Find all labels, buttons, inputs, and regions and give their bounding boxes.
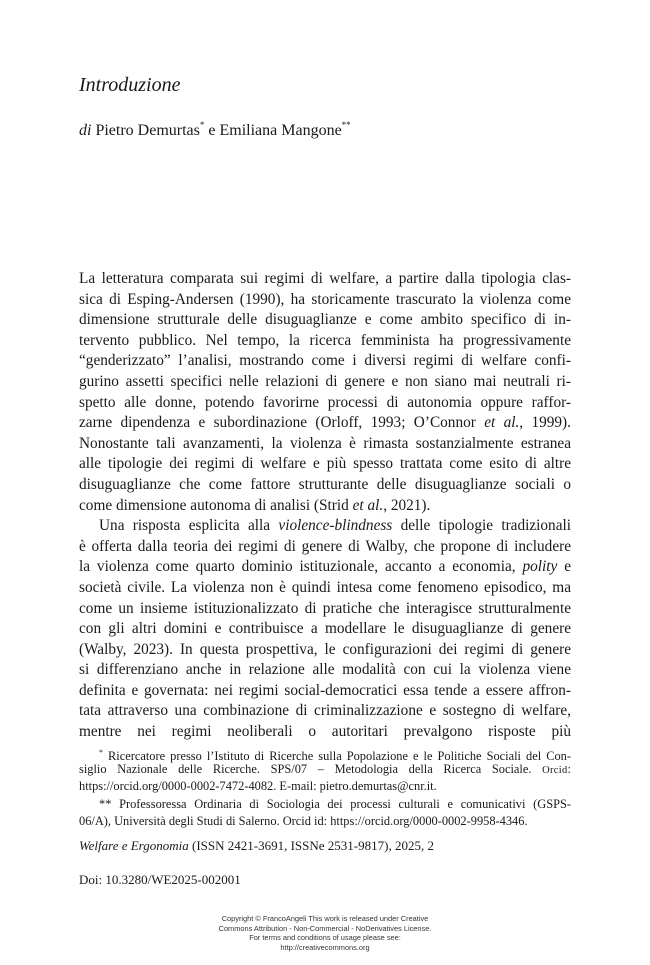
author-prefix: di (79, 122, 92, 139)
body-line: tata attraverso una combinazione di criminalizzazione e sostegno di welfare, (79, 702, 571, 720)
body-line: disuguaglianze che come fattore strutturante delle disuguaglianze sociali o (79, 475, 571, 493)
term-violence-blindness: violence-blindness (278, 517, 393, 535)
author-2: Emiliana Mangone (219, 122, 342, 139)
footnote-line (79, 761, 571, 778)
body-line: come un insieme istituzionalizzato di pratiche che interagisce strutturalmente (79, 599, 571, 617)
body-line: dimensione strutturale delle disuguaglianze e come ambito specifico di in- (79, 311, 571, 329)
citation-tail: , 2021). (383, 496, 431, 514)
orcid-label: Orcid (542, 765, 568, 777)
author-line (79, 120, 351, 140)
body-line: con gli altri domini e contribuisce a modellare le disuguaglianze di genere (79, 620, 571, 638)
doi: Doi: 10.3280/WE2025-002001 (79, 872, 241, 887)
journal-name: Welfare e Ergonomia (79, 838, 189, 853)
footnote-text: : (567, 762, 571, 777)
body-line (79, 516, 571, 537)
footnote-line: ** Professoressa Ordinaria di Sociologia dei processi culturali e comunicativi (GSPS- (99, 796, 571, 811)
copyright-line: Commons Attribution - Non-Commercial - NoDerivatives License. (218, 923, 432, 933)
body-line: “genderizzato” l’analisi, mostrando come i diversi regimi di welfare confi- (79, 352, 571, 370)
body-line (79, 413, 571, 434)
body-line-text: zarne dipendenza e subordinazione (Orloff, 1993; O’Connor (79, 414, 485, 432)
body-line: tervento pubblico. Nel tempo, la ricerca femminista ha progressivamente (79, 331, 571, 349)
body-line-text: la violenza come quarto dominio istituzionale, accanto a economia, (79, 558, 523, 576)
body-line: sica di Esping-Andersen (1990), ha storicamente trascurato la violenza come (79, 290, 571, 308)
footnote-text: Ricercatore presso l’Istituto di Ricerche sulla Popolazione e le Politiche Sociali del Con- (103, 749, 571, 763)
footnote-line: 06/A), Università degli Studi di Salerno. Orcid id: https://orcid.org/0000-0002-9958-4346. (79, 813, 528, 828)
body-line: mentre nei regimi neoliberali o autoritari prevalgono risposte più (79, 723, 571, 741)
author-conjunction: e (208, 122, 216, 139)
author-1: Pietro Demurtas (95, 122, 200, 139)
body-line: società civile. La violenza non è quindi intesa come fenomeno episodico, ma (79, 578, 571, 596)
footnotes (79, 744, 571, 830)
body-line: Nonostante tali avanzamenti, la violenza è rimasta sostanzialmente estranea (79, 434, 571, 452)
copyright-line: For terms and conditions of usage please see: (249, 933, 401, 943)
body-line (79, 557, 571, 578)
journal-info (79, 838, 434, 854)
body-line: alle tipologie dei regimi di welfare e più spesso trattata come esito di altre (79, 455, 571, 473)
body-line-text: come dimensione autonoma di analisi (Strid (79, 496, 353, 514)
copyright-notice (150, 914, 500, 952)
body-line: La letteratura comparata sui regimi di welfare, a partire dalla tipologia clas- (79, 270, 571, 287)
term-polity: polity (522, 558, 558, 576)
author-1-mark: * (199, 120, 205, 130)
journal-details: (ISSN 2421-3691, ISSNe 2531-9817), 2025, 2 (188, 838, 434, 853)
page-title: Introduzione (79, 74, 181, 96)
author-2-mark: ** (341, 120, 351, 130)
body-line-text: delle tipologie tradizionali (392, 517, 571, 535)
body-line-text: e (557, 558, 571, 576)
body-line: spetto alle donne, potendo favorirne processi di autonomia oppure raffor- (79, 393, 571, 411)
body-text (79, 269, 571, 743)
body-line: definita e governata: nei regimi social-democratici essa tende a essere affron- (79, 681, 571, 699)
body-line: gurino assetti specifici nelle relazioni di genere e non siano mai neutrali ri- (79, 372, 571, 390)
citation-etal: et al. (484, 414, 520, 432)
copyright-link[interactable]: http://creativecommons.org (280, 942, 370, 952)
copyright-line: Copyright © FrancoAngeli This work is released under Creative (221, 914, 429, 923)
footnote-line (79, 744, 571, 761)
citation-etal: et al. (352, 496, 384, 514)
citation-tail: , 1999). (519, 414, 571, 432)
body-line: si differenziano anche in relazione alle modalità con cui la violenza viene (79, 661, 571, 679)
body-line (79, 496, 571, 517)
footnote-mark: * (99, 748, 103, 757)
footnote-line: https://orcid.org/0000-0002-7472-4082. E-mail: pietro.demurtas@cnr.it. (79, 779, 437, 794)
body-line-text: Una risposta esplicita alla (99, 517, 279, 535)
body-line: è offerta dalla teoria dei regimi di genere di Walby, che propone di includere (79, 537, 571, 555)
footnote-text: siglio Nazionale delle Ricerche. SPS/07 – Metodologia della Ricerca Sociale. (79, 762, 543, 777)
body-line: (Walby, 2023). In questa prospettiva, le configurazioni dei regimi di genere (79, 640, 571, 658)
